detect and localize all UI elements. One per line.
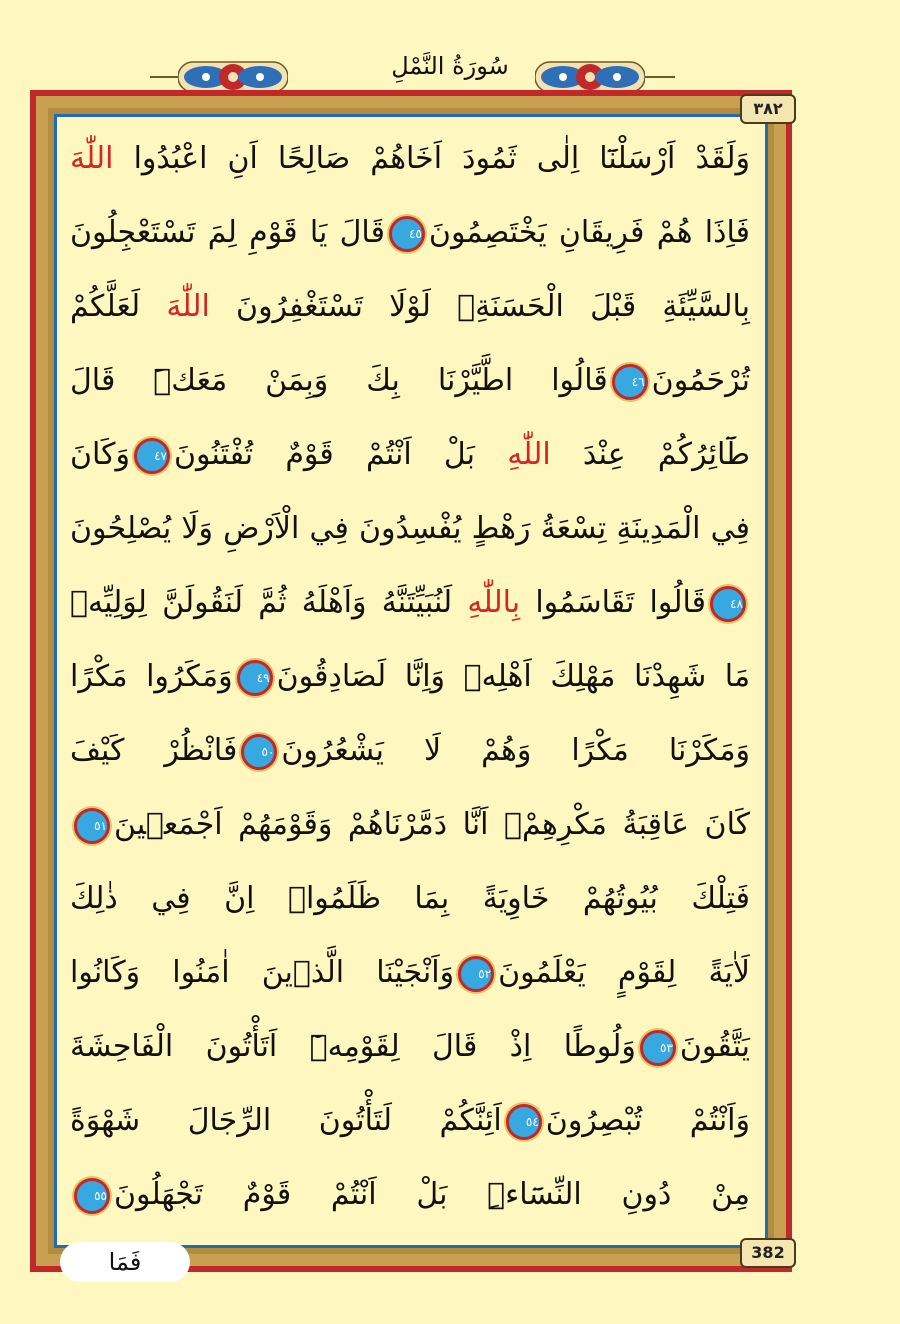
- text-line: [70, 1092, 750, 1166]
- verse-text: لَعَلَّكُمْ: [70, 289, 167, 324]
- ayah-number-marker: ٤٩: [237, 660, 273, 696]
- text-line: [70, 648, 750, 722]
- ayah-number-marker: ٤٥: [389, 216, 425, 252]
- verse-text: فَتِلْكَ بُيُوتُهُمْ خَاوِيَةً بِمَا ظَلَمُواۜ اِنَّ فِي ذٰلِكَ: [70, 881, 750, 916]
- ayah-number-marker: ٥٤: [506, 1104, 542, 1140]
- ayah-number-marker: ٥٠: [241, 734, 277, 770]
- verse-text: مَا شَهِدْنَا مَهْلِكَ اَهْلِه۪ وَاِنَّا لَصَادِقُونَ: [276, 659, 751, 694]
- verse-text: وَاَنْجَيْنَا الَّذ۪ينَ اٰمَنُوا وَكَانُوا: [70, 955, 455, 990]
- text-line: [70, 500, 750, 574]
- verse-text: كَانَ عَاقِبَةُ مَكْرِهِمْۙ اَنَّا دَمَّرْنَاهُمْ وَقَوْمَهُمْ اَجْمَع۪ينَ: [114, 807, 750, 842]
- verse-text: وَلَقَدْ اَرْسَلْنَٓا اِلٰى ثَمُودَ اَخَاهُمْ صَالِحًا اَنِ اعْبُدُوا: [113, 141, 750, 176]
- ayah-number-marker: ٤٨: [710, 586, 746, 622]
- text-line: [70, 426, 750, 500]
- quran-text: [70, 130, 750, 1240]
- verse-text: وَلُوطًا اِذْ قَالَ لِقَوْمِه۪ٓ اَتَأْتُونَ الْفَاحِشَةَ: [70, 1029, 636, 1064]
- text-line: [70, 722, 750, 796]
- verse-text: اَئِنَّكُمْ لَتَأْتُونَ الرِّجَالَ شَهْوَةً: [70, 1103, 502, 1138]
- surah-title: سُورَةُ النَّمْلِ: [391, 52, 509, 80]
- ayah-number-marker: ٤٦: [612, 364, 648, 400]
- divine-name: اللّٰهَ: [70, 141, 114, 176]
- verse-text: فَانْظُرْ كَيْفَ: [70, 733, 238, 768]
- verse-text: وَمَكَرُوا مَكْرًا: [70, 659, 233, 694]
- verse-text: مِنْ دُونِ النِّسَٓاءِۜ بَلْ اَنْتُمْ قَوْمٌ تَجْهَلُونَ: [114, 1177, 750, 1212]
- text-line: [70, 204, 750, 278]
- ayah-number-marker: ٥٣: [640, 1030, 676, 1066]
- text-line: [70, 278, 750, 352]
- verse-text: لَنُبَيِّتَنَّهُ وَاَهْلَهُ ثُمَّ لَنَقُولَنَّ لِوَلِيِّه۪: [70, 585, 468, 620]
- text-line: [70, 796, 750, 870]
- verse-text: وَمَكَرْنَا مَكْرًا وَهُمْ لَا يَشْعُرُونَ: [281, 733, 751, 768]
- ayah-number-marker: ٥٥: [74, 1178, 110, 1214]
- header-rule-right: [645, 76, 675, 78]
- text-line: [70, 1166, 750, 1240]
- header-rule-left: [150, 76, 180, 78]
- text-line: [70, 574, 750, 648]
- verse-text: قَالُوا تَقَاسَمُوا: [520, 585, 706, 620]
- text-line: [70, 352, 750, 426]
- text-line: [70, 130, 750, 204]
- verse-text: قَالُوا اطَّيَّرْنَا بِكَ وَبِمَنْ مَعَكَۜ قَالَ: [70, 363, 608, 398]
- catchword: فَمَا: [60, 1242, 190, 1282]
- verse-text: لَاٰيَةً لِقَوْمٍ يَعْلَمُونَ: [498, 955, 750, 990]
- ayah-number-marker: ٥٢: [458, 956, 494, 992]
- verse-text: تُرْحَمُونَ: [651, 363, 750, 398]
- ayah-number-marker: ٥١: [74, 808, 110, 844]
- verse-text: بِالسَّيِّئَةِ قَبْلَ الْحَسَنَةِۚ لَوْلَا تَسْتَغْفِرُونَ: [209, 289, 750, 324]
- page-number-latin: 382: [740, 1238, 796, 1268]
- divine-name: بِاللّٰهِ: [467, 585, 521, 620]
- verse-text: وَاَنْتُمْ تُبْصِرُونَ: [545, 1103, 750, 1138]
- verse-text: قَالَ يَا قَوْمِ لِمَ تَسْتَعْجِلُونَ: [70, 215, 385, 250]
- verse-text: وَكَانَ: [70, 437, 130, 472]
- divine-name: اللّٰهَ: [166, 289, 210, 324]
- text-line: [70, 944, 750, 1018]
- verse-text: فَاِذَا هُمْ فَرِيقَانِ يَخْتَصِمُونَ: [428, 215, 750, 250]
- verse-text: طَٓائِرُكُمْ عِنْدَ: [550, 437, 750, 472]
- verse-text: يَتَّقُونَ: [679, 1029, 750, 1064]
- verse-text: فِي الْمَدِينَةِ تِسْعَةُ رَهْطٍ يُفْسِدُونَ فِي الْاَرْضِ وَلَا يُصْلِحُونَ: [70, 511, 750, 546]
- divine-name: اللّٰهِ: [507, 437, 551, 472]
- verse-text: بَلْ اَنْتُمْ قَوْمٌ تُفْتَنُونَ: [173, 437, 508, 472]
- text-line: [70, 870, 750, 944]
- ayah-number-marker: ٤٧: [134, 438, 170, 474]
- text-line: [70, 1018, 750, 1092]
- page-number-arabic: ٣٨٢: [740, 94, 796, 124]
